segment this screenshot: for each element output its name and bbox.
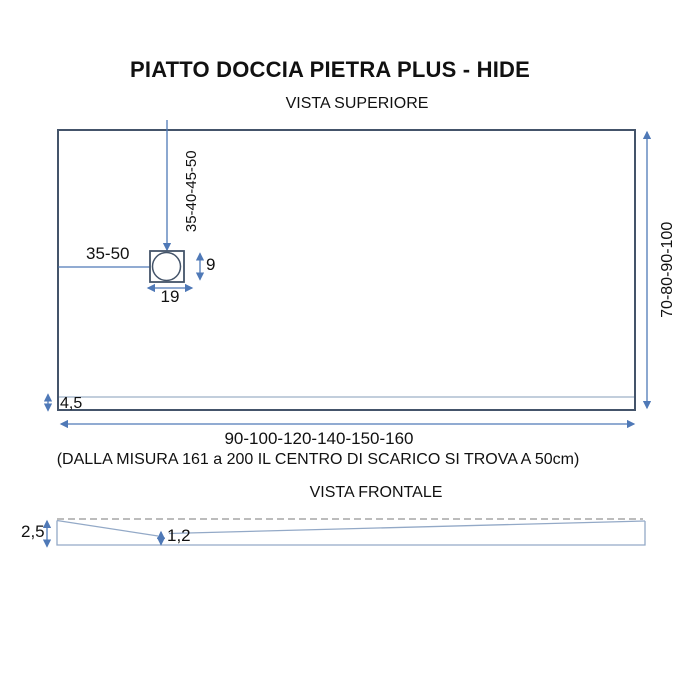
dim-label-front-drain: 1,2 (167, 526, 191, 545)
front-slope-right (169, 521, 645, 534)
dim-label-drain-from-left: 35-50 (86, 244, 130, 263)
dim-label-front-edge: 2,5 (21, 522, 45, 541)
dim-label-drain-from-top: 35-40-45-50 (182, 150, 200, 233)
front-slope-left (57, 521, 158, 537)
dim-label-drain-height: 9 (206, 255, 216, 274)
front-profile-outline (57, 521, 645, 546)
page-title: PIATTO DOCCIA PIETRA PLUS - HIDE (130, 57, 530, 82)
dim-label-border-height: 4,5 (60, 395, 83, 412)
front-view-drawing (47, 519, 645, 547)
dim-label-drain-width: 19 (160, 287, 180, 306)
drain-position-note: (DALLA MISURA 161 a 200 IL CENTRO DI SCARICO SI TROVA A 50cm) (56, 451, 580, 468)
top-view-drawing (48, 120, 647, 424)
drain-box (150, 251, 184, 282)
top-view-heading: VISTA SUPERIORE (285, 95, 429, 112)
front-view-heading: VISTA FRONTALE (309, 484, 443, 501)
tray-outline (58, 130, 635, 410)
dim-label-tray-lengths: 90-100-120-140-150-160 (224, 429, 414, 448)
dim-label-tray-width: 70-80-90-100 (659, 221, 677, 318)
